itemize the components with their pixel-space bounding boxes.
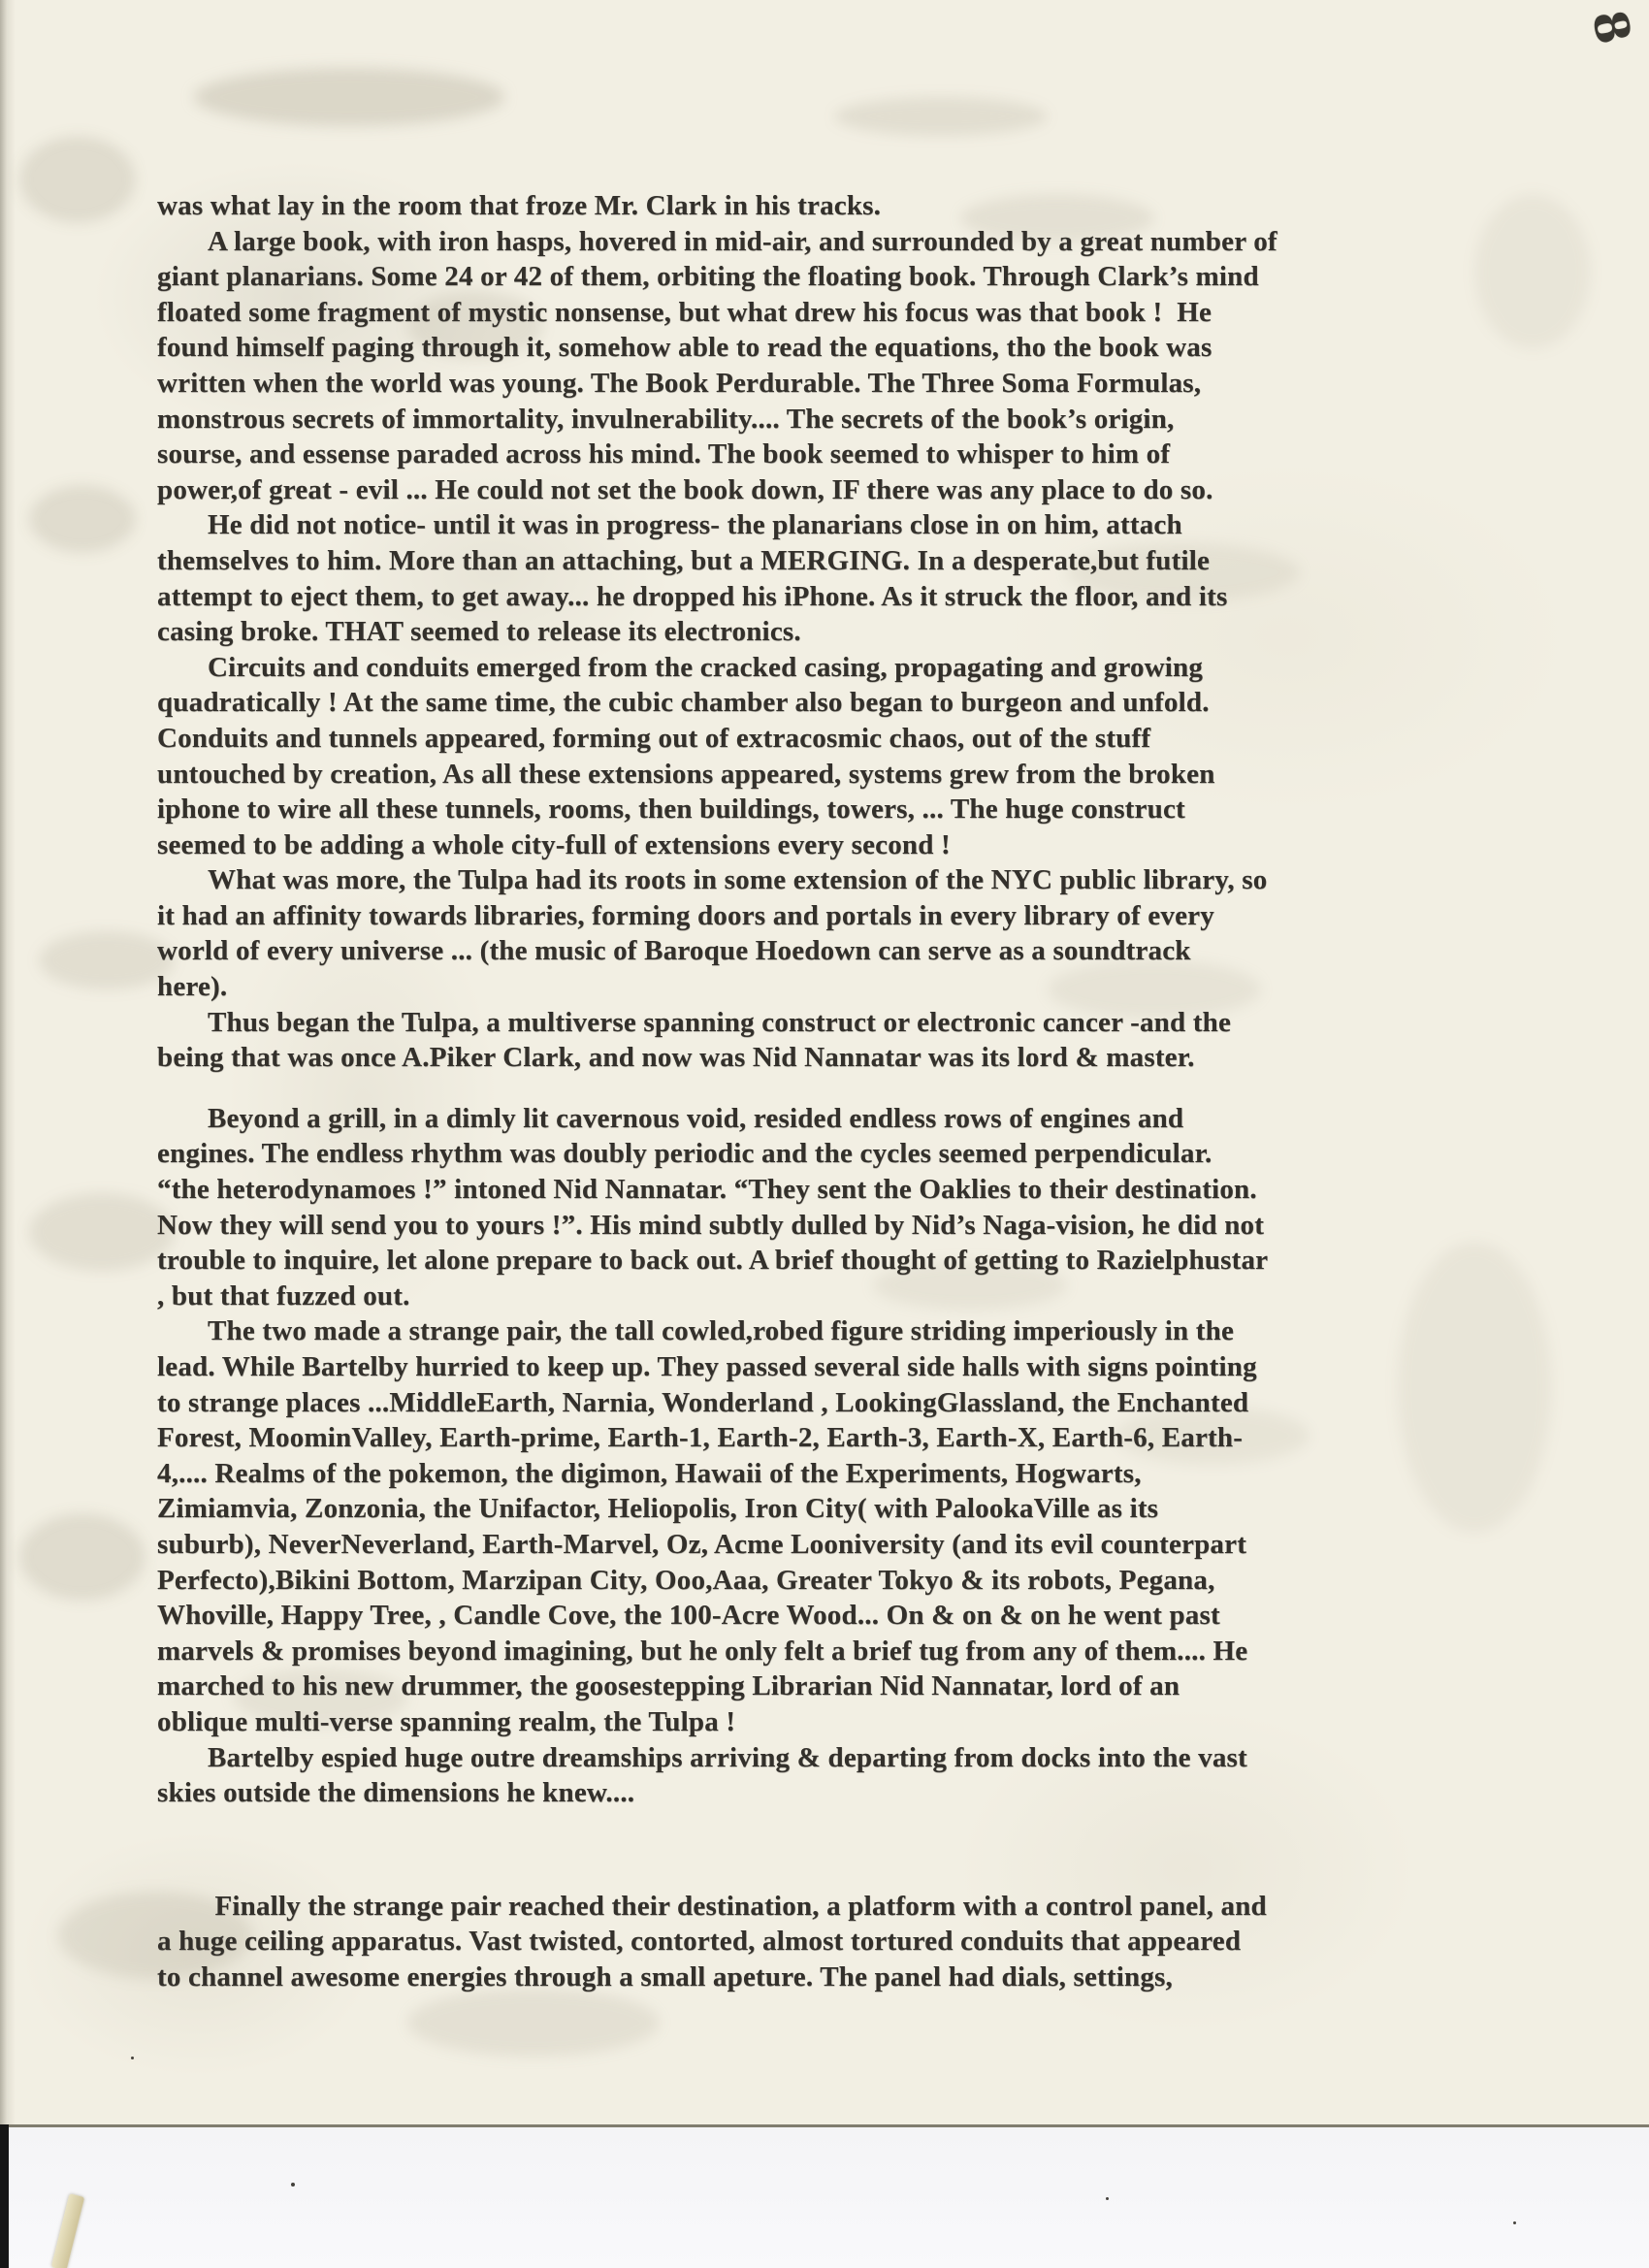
text-line: Beyond a grill, in a dimly lit cavernous void, resided endless rows of engines and [208,1102,1184,1134]
text-line: , but that fuzzed out. [157,1280,410,1312]
text-line: attempt to eject them, to get away... he dropped his iPhone. As it struck the floor, and its [157,580,1228,612]
text-line: The two made a strange pair, the tall cowled,robed figure striding imperiously in the [208,1315,1235,1347]
text-line: marched to his new drummer, the goosestepping Librarian Nid Nannatar, lord of an [157,1670,1180,1702]
text-line: Zimiamvia, Zonzonia, the Unifactor, Heliopolis, Iron City( with PalookaVille as its [157,1493,1159,1525]
text-line: written when the world was young. The Book Perdurable. The Three Soma Formulas, [157,367,1202,399]
text-line: Conduits and tunnels appeared, forming out of extracosmic chaos, out of the stuff [157,722,1151,754]
text-line: Thus began the Tulpa, a multiverse spanning construct or electronic cancer -and the [208,1006,1232,1038]
text-line: suburb), NeverNeverland, Earth-Marvel, Oz, Acme Looniversity (and its evil counterpart [157,1528,1247,1560]
text-line: Finally the strange pair reached their destination, a platform with a control panel, and [208,1890,1267,1922]
text-line: Perfecto),Bikini Bottom, Marzipan City, Ooo,Aaa, Greater Tokyo & its robots, Pegana, [157,1564,1215,1596]
text-line: He did not notice- until it was in progress- the planarians close in on him, attach [208,509,1182,541]
paper-stain [1397,1242,1552,1533]
paragraph [157,1313,1277,1739]
paper-stain [19,1513,146,1601]
paper-stain [19,136,136,223]
text-line: casing broke. THAT seemed to release its electronics. [157,616,801,648]
paper-stain [29,1193,175,1271]
text-line: Forest, MoominValley, Earth-prime, Earth-1, Earth-2, Earth-3, Earth-X, Earth-6, Earth- [157,1422,1244,1454]
scan-edge-shadow-left [0,0,16,2124]
paragraph [157,1889,1277,1995]
text-line: quadratically ! At the same time, the cubic chamber also began to burgeon and unfold. [157,687,1210,719]
text-line: sourse, and essense paraded across his mind. The book seemed to whisper to him of [157,438,1171,470]
text-line: here). [157,971,228,1003]
text-line: Whoville, Happy Tree, , Candle Cove, the 100-Acre Wood... On & on & on he went past [157,1600,1220,1632]
text-line: trouble to inquire, let alone prepare to back out. A brief thought of getting to Razielphustar [157,1245,1269,1277]
text-line: lead. While Bartelby hurried to keep up. They passed several side halls with signs pointing [157,1351,1257,1382]
paragraph [157,650,1277,863]
dust-speck [1513,2221,1516,2224]
text-line: oblique multi-verse spanning realm, the Tulpa ! [157,1705,736,1737]
paper-stain [29,485,136,553]
text-line: world of every universe ... (the music of Baroque Hoedown can serve as a soundtrack [157,935,1191,967]
dust-speck [131,2057,134,2059]
scan-edge-black-strip [0,2124,9,2268]
text-line: What was more, the Tulpa had its roots in some extension of the NYC public library, so [208,864,1268,896]
dust-speck [291,2183,295,2187]
text-line: untouched by creation, As all these extensions appeared, systems grew from the broken [157,758,1215,790]
paragraph [157,224,1277,508]
text-line: engines. The endless rhythm was doubly periodic and the cycles seemed perpendicular. [157,1138,1212,1170]
scanner-background [0,2127,1649,2268]
text-line: found himself paging through it, somehow able to read the equations, tho the book was [157,332,1212,364]
paper-stain [39,931,175,989]
text-line: themselves to him. More than an attaching, but a MERGING. In a desperate,but futile [157,544,1211,576]
paragraph [157,1740,1277,1811]
paragraph [157,862,1277,1004]
paper-stain [1474,194,1591,349]
text-line: Now they will send you to yours !”. His mind subtly dulled by Nid’s Naga-vision, he did not [157,1209,1265,1241]
text-line: 4,.... Realms of the pokemon, the digimon, Hawaii of the Experiments, Hogwarts, [157,1457,1142,1489]
paragraph [157,188,1277,224]
text-line: floated some fragment of mystic nonsense, but what drew his focus was that book ! He [157,296,1212,328]
text-line: iphone to wire all these tunnels, rooms, then buildings, towers, ... The huge construct [157,794,1185,826]
text-line: marvels & promises beyond imagining, but he only felt a brief tug from any of them.... He [157,1635,1248,1667]
text-line: monstrous secrets of immortality, invulnerability.... The secrets of the book’s origin, [157,403,1175,435]
paper-stain [407,1989,660,2057]
text-line: was what lay in the room that froze Mr. Clark in his tracks. [157,190,882,221]
text-line: seemed to be adding a whole city-full of extensions every second ! [157,828,951,860]
dust-speck [1106,2197,1109,2200]
paragraph [157,1101,1277,1314]
text-line: giant planarians. Some 24 or 42 of them, orbiting the floating book. Through Clark’s mind [157,261,1259,293]
text-line: it had an affinity towards libraries, forming doors and portals in every library of every [157,899,1214,931]
paragraph [157,1005,1277,1076]
paper-stain [834,97,1048,136]
paper-stain [194,68,504,126]
page-number: 8 [1580,5,1641,49]
text-line: a huge ceiling apparatus. Vast twisted, contorted, almost tortured conduits that appeared [157,1926,1242,1958]
text-line: skies outside the dimensions he knew.... [157,1777,635,1809]
story-text [157,188,1277,1995]
text-line: Bartelby espied huge outre dreamships arriving & departing from docks into the vast [208,1741,1247,1773]
text-line: “the heterodynamoes !” intoned Nid Nannatar. “They sent the Oaklies to their destination. [157,1174,1257,1206]
text-line: power,of great - evil ... He could not set the book down, IF there was any place to do so. [157,473,1213,505]
text-line: Circuits and conduits emerged from the cracked casing, propagating and growing [208,651,1204,683]
text-line: to strange places ...MiddleEarth, Narnia, Wonderland , LookingGlassland, the Enchanted [157,1386,1249,1418]
paragraph [157,507,1277,649]
text-line: to channel awesome energies through a small apeture. The panel had dials, settings, [157,1960,1173,1993]
text-line: A large book, with iron hasps, hovered in mid-air, and surrounded by a great number of [208,225,1277,257]
text-line: being that was once A.Piker Clark, and now was Nid Nannatar was its lord & master. [157,1042,1195,1074]
